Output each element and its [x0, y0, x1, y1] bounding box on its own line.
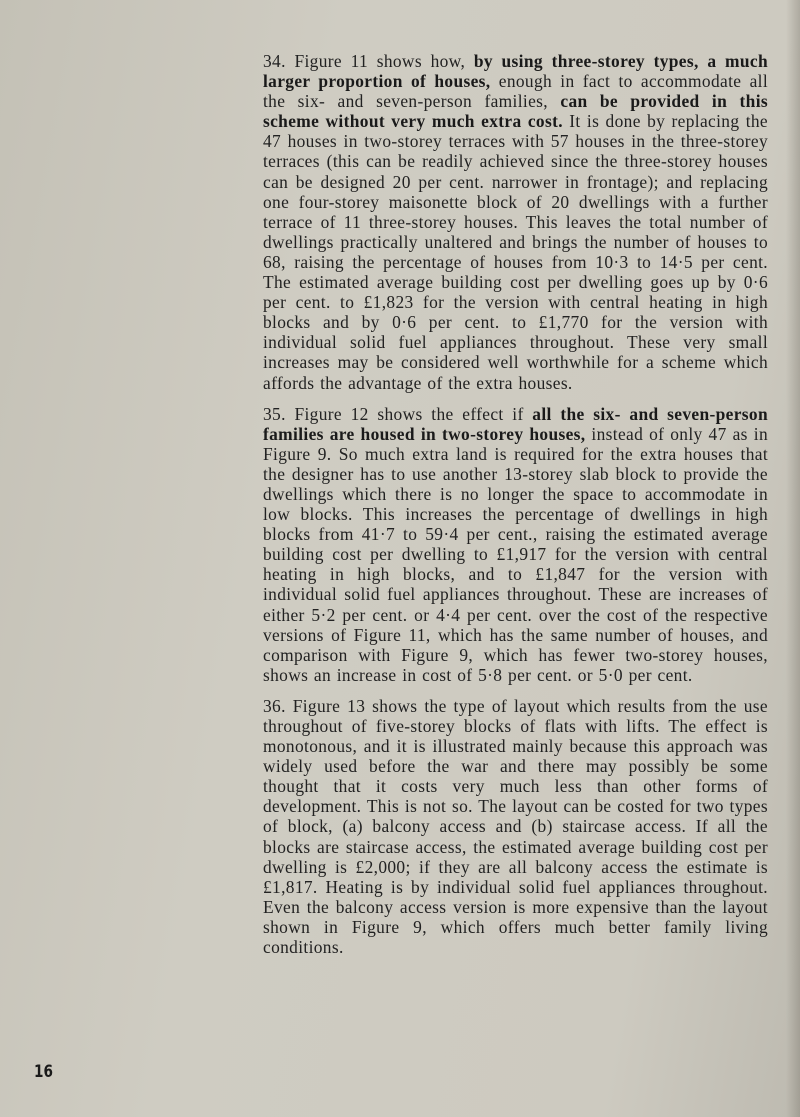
paragraph-35-text: instead of only 47 as in Figure 9. So much extra land is required for the extra houses that the designer has to use another 13-storey slab block to provide the dwellings which there is no longer the space to accommodate in low blocks. This increases the percentage of dwellings in high blocks from 41·7 to 59·4 per cent., raising the estimated average building cost per dwelling to £1,917 for the version with central heating in high blocks, and to £1,847 for the version with individual solid fuel appliances throughout. These are increases of either 5·2 per cent. or 4·4 per cent. over the cost of the respective versions of Figure 11, which has the same number of houses, and comparison with Figure 9, which has fewer two-storey houses, shows an increase in cost of 5·8 per cent. or 5·0 per cent.	[263, 423, 768, 685]
paragraph-35	[263, 404, 768, 685]
paragraph-34-bold: can be provided in this scheme without very much extra cost.	[263, 91, 768, 132]
paragraph-36	[263, 696, 768, 957]
page-edge-shadow	[786, 0, 800, 1117]
paragraph-36-text: 36. Figure 13 shows the type of layout which results from the use throughout of five-storey blocks of flats with lifts. The effect is monotonous, and it is illustrated mainly because this approach was widely used before the war and there may possibly be some thought that it costs very much less than other forms of development. This is not so. The layout can be costed for two types of block, (a) balcony access and (b) staircase access. If all the blocks are staircase access, the estimated average building cost per dwelling is £2,000; if they are all balcony access the estimate is £1,817. Heating is by individual solid fuel appliances throughout. Even the balcony access version is more expensive than the layout shown in Figure 9, which offers much better family living conditions.	[263, 695, 768, 958]
page-number: 16	[34, 1062, 53, 1082]
paragraph-34-text: enough in fact to accommodate all the six- and seven-person families,	[263, 71, 768, 112]
body-text-column	[263, 51, 768, 968]
paragraph-34-bold: by using three-storey types, a much larger proportion of houses,	[263, 51, 768, 92]
paragraph-34-text: 34. Figure 11 shows how,	[263, 51, 474, 71]
paragraph-34	[263, 51, 768, 393]
paragraph-34-text: It is done by replacing the 47 houses in two-storey terraces with 57 houses in the three-storey terraces (this can be readily achieved since the three-storey houses can be designed 20 per cent. narrower in frontage); and replacing one four-storey maisonette block of 20 dwellings with a further terrace of 11 three-storey houses. This leaves the total number of dwellings practically unaltered and brings the number of houses to 68, raising the percentage of houses from 10·3 to 14·5 per cent. The estimated average building cost per dwelling goes up by 0·6 per cent. to £1,823 for the version with central heating in high blocks and by 0·6 per cent. to £1,770 for the version with individual solid fuel appliances throughout. These very small increases may be considered well worthwhile for a scheme which affords the advantage of the extra houses.	[263, 111, 769, 393]
paragraph-35-bold: all the six- and seven-person families are housed in two-storey houses,	[263, 403, 768, 444]
paragraph-35-text: 35. Figure 12 shows the effect if	[263, 403, 533, 424]
